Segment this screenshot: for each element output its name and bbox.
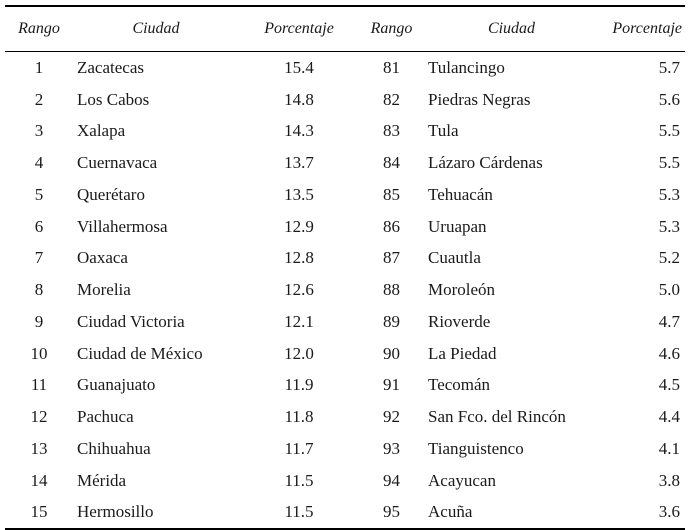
city-right-cell: Acuña [428, 502, 473, 522]
city-left-cell: Zacatecas [77, 57, 144, 77]
rank-right-cell: 84 [383, 153, 400, 173]
rank-left-cell: 7 [34, 248, 44, 268]
rank-left-cell: 9 [34, 311, 44, 331]
percent-right-cell: 5.7 [658, 57, 680, 77]
percent-right-cell: 4.5 [658, 375, 680, 395]
percent-left-cell: 12.9 [284, 216, 314, 236]
rank-right-cell: 89 [383, 311, 400, 331]
percent-left-cell: 15.4 [284, 57, 314, 77]
city-right-cell: Tecomán [428, 375, 491, 395]
table-row [5, 465, 685, 497]
table-row [5, 306, 685, 338]
city-right-cell: San Fco. del Rincón [428, 407, 566, 427]
city-left-cell: Hermosillo [77, 502, 154, 522]
percent-left-cell: 12.1 [284, 311, 314, 331]
table-row [5, 52, 685, 84]
rank-right-cell: 82 [383, 89, 400, 109]
city-right-cell: Acayucan [428, 470, 496, 490]
city-left-cell: Morelia [77, 280, 131, 300]
rank-right-cell: 83 [383, 121, 400, 141]
percent-left-cell: 14.3 [284, 121, 314, 141]
rank-left-cell: 5 [34, 184, 44, 204]
rank-right-cell: 86 [383, 216, 400, 236]
rank-left-cell: 1 [34, 57, 44, 77]
city-right-cell: Piedras Negras [428, 89, 531, 109]
percent-left-cell: 11.9 [284, 375, 314, 395]
rank-right-cell: 85 [383, 184, 400, 204]
rank-right-cell: 93 [383, 438, 400, 458]
city-left-cell: Chihuahua [77, 438, 151, 458]
city-left-cell: Ciudad de México [77, 343, 203, 363]
rank-left-cell: 11 [30, 375, 48, 395]
table-row [5, 243, 685, 275]
table-row [5, 116, 685, 148]
rank-left-cell: 13 [30, 438, 48, 458]
header-rank-right: Rango [370, 20, 413, 37]
city-left-cell: Ciudad Victoria [77, 311, 185, 331]
table-row [5, 84, 685, 116]
city-ranking-body [5, 52, 685, 528]
percent-left-cell: 13.7 [284, 153, 314, 173]
percent-right-cell: 5.3 [658, 216, 680, 236]
city-right-cell: Moroleón [428, 280, 496, 300]
percent-left-cell: 12.0 [284, 343, 314, 363]
rank-left-cell: 3 [34, 121, 44, 141]
header-rank-left: Rango [18, 20, 60, 37]
percent-left-cell: 11.5 [284, 470, 314, 490]
city-left-cell: Xalapa [77, 121, 126, 141]
rank-right-cell: 92 [383, 407, 400, 427]
percent-left-cell: 13.5 [284, 184, 314, 204]
rank-left-cell: 6 [34, 216, 44, 236]
table-row [5, 497, 685, 529]
rank-left-cell: 10 [30, 343, 48, 363]
percent-right-cell: 4.4 [658, 407, 680, 427]
percent-left-cell: 11.7 [284, 438, 314, 458]
ranking-table-container [5, 5, 685, 530]
percent-left-cell: 14.8 [284, 89, 314, 109]
percent-right-cell: 5.3 [658, 184, 680, 204]
percent-right-cell: 4.6 [658, 343, 680, 363]
percent-left-cell: 12.8 [284, 248, 314, 268]
table-row [5, 179, 685, 211]
city-right-cell: Rioverde [428, 311, 491, 331]
rank-left-cell: 14 [30, 470, 48, 490]
rank-right-cell: 87 [383, 248, 400, 268]
city-left-cell: Villahermosa [77, 216, 168, 236]
table-row [5, 274, 685, 306]
percent-right-cell: 4.7 [658, 311, 680, 331]
city-right-cell: Uruapan [428, 216, 487, 236]
city-left-cell: Oaxaca [77, 248, 128, 268]
rank-left-cell: 8 [34, 280, 44, 300]
city-ranking-table [5, 7, 685, 51]
rank-right-cell: 90 [383, 343, 400, 363]
rank-right-cell: 91 [383, 375, 400, 395]
city-right-cell: La Piedad [428, 343, 497, 363]
header-city-left: Ciudad [132, 20, 180, 37]
header-city-right: Ciudad [487, 20, 536, 37]
percent-right-cell: 3.6 [658, 502, 680, 522]
table-row [5, 211, 685, 243]
percent-right-cell: 5.2 [658, 248, 680, 268]
percent-right-cell: 5.6 [658, 89, 680, 109]
city-left-cell: Cuernavaca [77, 153, 158, 173]
city-left-cell: Mérida [77, 470, 127, 490]
table-row [5, 147, 685, 179]
table-row [5, 433, 685, 465]
percent-right-cell: 5.0 [658, 280, 680, 300]
city-right-cell: Tula [428, 121, 459, 141]
rank-right-cell: 94 [383, 470, 400, 490]
percent-left-cell: 11.8 [284, 407, 314, 427]
city-left-cell: Guanajuato [77, 375, 156, 395]
rank-left-cell: 15 [30, 502, 48, 522]
header-percent-right: Porcentaje [612, 20, 682, 37]
city-right-cell: Tehuacán [428, 184, 493, 204]
percent-left-cell: 11.5 [284, 502, 314, 522]
rank-right-cell: 81 [383, 57, 400, 77]
city-right-cell: Tulancingo [428, 57, 505, 77]
header-row [5, 7, 685, 51]
percent-right-cell: 3.8 [658, 470, 680, 490]
table-row [5, 401, 685, 433]
rank-left-cell: 2 [34, 89, 44, 109]
city-right-cell: Cuautla [428, 248, 481, 268]
city-left-cell: Querétaro [77, 184, 145, 204]
city-right-cell: Lázaro Cárdenas [428, 153, 543, 173]
percent-right-cell: 5.5 [658, 153, 680, 173]
table-body [5, 52, 685, 528]
header-percent-left: Porcentaje [264, 20, 334, 37]
rank-left-cell: 4 [34, 153, 44, 173]
rank-right-cell: 95 [383, 502, 400, 522]
percent-left-cell: 12.6 [284, 280, 314, 300]
city-left-cell: Los Cabos [77, 89, 150, 109]
rank-left-cell: 12 [30, 407, 48, 427]
city-left-cell: Pachuca [77, 407, 134, 427]
table-row [5, 370, 685, 402]
table-row [5, 338, 685, 370]
percent-right-cell: 5.5 [658, 121, 680, 141]
percent-right-cell: 4.1 [658, 438, 680, 458]
rank-right-cell: 88 [383, 280, 400, 300]
city-right-cell: Tianguistenco [428, 438, 524, 458]
